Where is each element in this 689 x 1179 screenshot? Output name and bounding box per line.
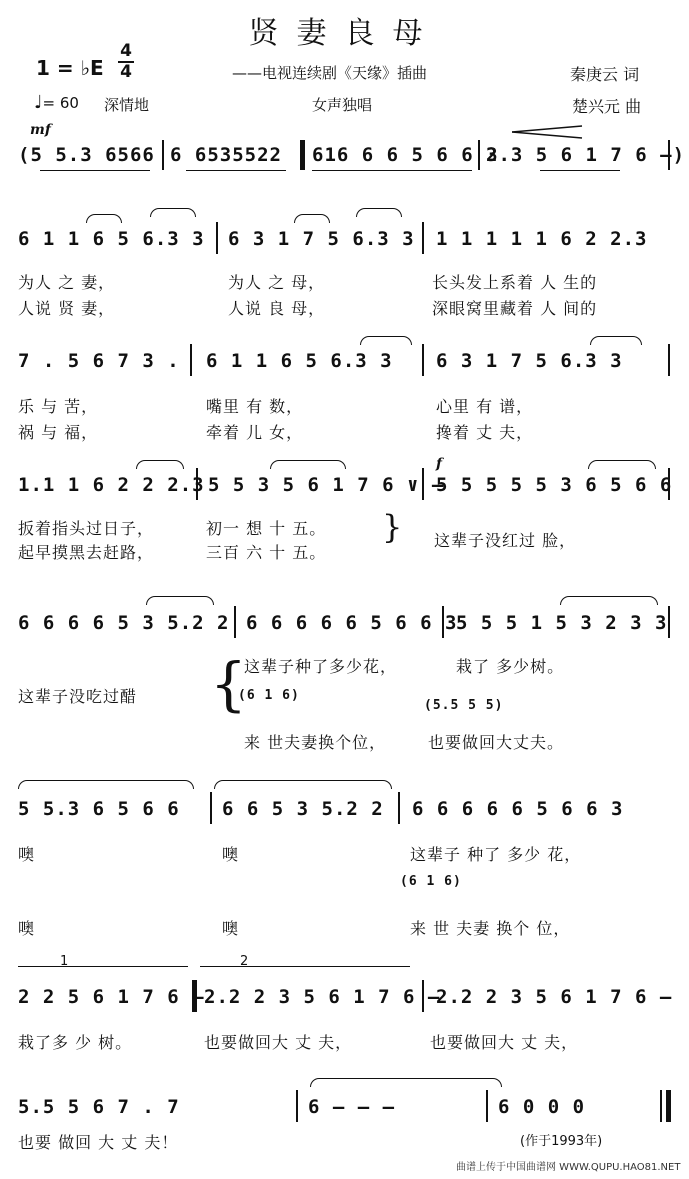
repeat-barline <box>300 140 305 170</box>
time-signature <box>118 42 134 82</box>
barline <box>668 140 670 170</box>
barline <box>216 222 218 254</box>
voice-type: 女声独唱 <box>312 96 373 114</box>
row-5-measure-2: 6 6 6 6 6 5 6 6 3 <box>412 798 624 820</box>
volta-bracket-2 <box>200 966 410 967</box>
volta-number-1: 1 <box>60 954 69 969</box>
tempo <box>34 92 79 113</box>
time-top: 4 <box>120 41 132 61</box>
row-5-lyric-a-2: 这辈子 种了 多少 花， <box>410 845 582 864</box>
row-4-measure-2: 5 5 5 1 5 3 2 3 3 <box>456 612 668 634</box>
row-6-measure-2: 2.2 2 3 5 6 1 7 6 — <box>436 986 673 1008</box>
row-4-measure-1: 6 6 6 6 6 5 6 6 3 <box>246 612 458 634</box>
final-barline-thin <box>660 1090 662 1122</box>
slur <box>146 596 214 605</box>
barline <box>668 468 670 500</box>
row-4-lyric-a-1: 这辈子种了多少花， <box>244 657 398 676</box>
slur <box>214 780 392 789</box>
row-5-lyric-a-0: 噢 <box>18 845 36 864</box>
row-4-measure-0: 6 6 6 6 5 3 5.2 2 <box>18 612 230 634</box>
barline <box>196 468 198 500</box>
barline <box>442 606 444 638</box>
row-3-lyric-a-1: 初一 想 十 五。 <box>206 519 327 538</box>
row-5-alt-notes-1: (6 1 6) <box>400 874 462 889</box>
repeat-barline <box>192 980 197 1012</box>
slur <box>270 460 346 469</box>
quarter-note-icon: ♩ <box>34 92 43 113</box>
row-1-lyric-a-1: 为人 之 母， <box>228 273 326 292</box>
slur <box>18 780 194 789</box>
row-2-lyric-b-0: 祸 与 福， <box>18 423 99 442</box>
row-2-measure-2: 6 3 1 7 5 6.3 3 <box>436 350 623 372</box>
barline <box>478 140 480 170</box>
lyric-brace: { <box>210 650 247 718</box>
barline <box>422 980 424 1012</box>
composition-date: (作于1993年) <box>520 1134 603 1149</box>
row-3-measure-1: 5 5 3 5 6 1 7 6 ∨ — <box>208 474 445 496</box>
row-4-lyric-b-1: 也要做回大丈夫。 <box>428 733 565 752</box>
row-1-measure-1: 6 3 1 7 5 6.3 3 <box>228 228 415 250</box>
row-5-measure-0: 5 5.3 6 5 6 6 <box>18 798 180 820</box>
row-4-alt-notes-1: (6 1 6) <box>238 688 300 703</box>
row-0-measure-3: 2.3 5 6 1 7 6 —) <box>486 144 686 166</box>
barline <box>486 1090 488 1122</box>
underline <box>186 170 286 171</box>
row-6-lyric-1: 也要做回大 丈 夫， <box>204 1033 353 1052</box>
row-2-measure-1: 6 1 1 6 5 6.3 3 <box>206 350 393 372</box>
row-7-lyric-0: 也要 做回 大 丈 夫！ <box>18 1133 179 1152</box>
row-3-measure-2: 5 5 5 5 5 3 6 5 6 6 <box>436 474 673 496</box>
barline <box>234 606 236 638</box>
crescendo-hairpin <box>512 124 584 140</box>
composer: 楚兴元 曲 <box>572 97 642 116</box>
row-4-lyric-a-0: 这辈子没吃过醋 <box>18 687 138 706</box>
row-1-measure-0: 6 1 1 6 5 6.3 3 <box>18 228 205 250</box>
underline <box>312 170 472 171</box>
row-1-lyric-b-0: 人说 贤 妻， <box>18 299 116 318</box>
row-6-measure-0: 2 2 5 6 1 7 6 — <box>18 986 205 1008</box>
slur <box>86 214 122 223</box>
row-5-lyric-a-1: 噢 <box>222 845 240 864</box>
underline <box>40 170 150 171</box>
row-5-lyric-b-0: 噢 <box>18 919 36 938</box>
slur <box>310 1078 502 1087</box>
row-4-lyric-b-0: 来 世夫妻换个位， <box>244 733 387 752</box>
row-6-lyric-0: 栽了多 少 树。 <box>18 1033 133 1052</box>
barline <box>210 792 212 824</box>
dynamic-f: f <box>436 456 443 472</box>
barline <box>422 344 424 376</box>
row-1-lyric-a-0: 为人 之 妻， <box>18 273 116 292</box>
row-6-measure-1: 2.2 2 3 5 6 1 7 6 — <box>204 986 441 1008</box>
dynamic-mf: mf <box>30 122 51 138</box>
slur <box>560 596 658 605</box>
slur <box>150 208 196 217</box>
row-4-alt-notes-2: (5.5 5 5) <box>424 698 504 713</box>
row-3-lyric-a-0: 扳着指头过日子， <box>18 519 155 538</box>
row-0-measure-0: (5 5.3 6566 <box>18 144 155 166</box>
row-5-measure-1: 6 6 5 3 5.2 2 <box>222 798 384 820</box>
barline <box>668 344 670 376</box>
tempo-value: = 60 <box>42 94 79 112</box>
volta-bracket-1 <box>18 966 188 967</box>
underline <box>540 170 620 171</box>
lyric-brace: } <box>382 508 403 546</box>
row-2-lyric-a-1: 嘴里 有 数， <box>206 397 304 416</box>
row-6-lyric-2: 也要做回大 丈 夫， <box>430 1033 579 1052</box>
row-7-measure-2: 6 0 0 0 <box>498 1096 586 1118</box>
row-5-lyric-b-1: 噢 <box>222 919 240 938</box>
row-0-measure-1: 6 6535522 <box>170 144 282 166</box>
row-7-measure-1: 6 — — — <box>308 1096 396 1118</box>
barline <box>668 606 670 638</box>
row-5-lyric-b-2: 来 世 夫妻 换个 位， <box>410 919 571 938</box>
slur <box>590 336 642 345</box>
row-1-measure-2: 1 1 1 1 1 6 2 2.3 <box>436 228 648 250</box>
row-2-lyric-b-2: 搀着 丈 夫， <box>436 423 534 442</box>
row-3-measure-0: 1.1 1 6 2 2 2.3 <box>18 474 205 496</box>
row-1-lyric-b-1: 人说 良 母， <box>228 299 326 318</box>
barline <box>162 140 164 170</box>
row-4-lyric-a-2: 栽了 多少树。 <box>456 657 565 676</box>
slur <box>588 460 656 469</box>
subtitle: ——电视连续剧《天缘》插曲 <box>232 64 428 82</box>
slur <box>294 214 330 223</box>
slur <box>136 460 184 469</box>
row-7-measure-0: 5.5 5 6 7 . 7 <box>18 1096 180 1118</box>
lyricist: 秦庚云 词 <box>570 65 640 84</box>
row-3-lyric-b-1: 三百 六 十 五。 <box>206 543 327 562</box>
time-bottom: 4 <box>120 62 132 82</box>
barline <box>296 1090 298 1122</box>
row-2-lyric-a-0: 乐 与 苦， <box>18 397 99 416</box>
row-1-lyric-b-2: 深眼窝里藏着 人 间的 <box>432 299 598 318</box>
barline <box>190 344 192 376</box>
row-2-lyric-a-2: 心里 有 谱， <box>436 397 534 416</box>
volta-number-2: 2 <box>240 954 249 969</box>
barline <box>398 792 400 824</box>
barline <box>422 468 424 500</box>
row-3-lyric-a-2: 这辈子没红过 脸， <box>434 531 577 550</box>
slur <box>356 208 402 217</box>
watermark: 曲谱上传于中国曲谱网 WWW.QUPU.HAO81.NET <box>456 1162 681 1173</box>
row-3-lyric-b-0: 起早摸黑去赶路， <box>18 543 155 562</box>
slur <box>360 336 412 345</box>
row-0-measure-2: 616 6 6 5 6 6 3 <box>312 144 499 166</box>
song-title: 贤妻良母 <box>248 16 441 51</box>
key-signature: 1 = ♭E <box>36 56 104 80</box>
final-barline-thick <box>666 1090 671 1122</box>
row-1-lyric-a-2: 长头发上系着 人 生的 <box>432 273 598 292</box>
mood-marking: 深情地 <box>104 96 150 114</box>
row-2-lyric-b-1: 牵着 儿 女， <box>206 423 304 442</box>
row-2-measure-0: 7 . 5 6 7 3 . <box>18 350 180 372</box>
barline <box>422 222 424 254</box>
